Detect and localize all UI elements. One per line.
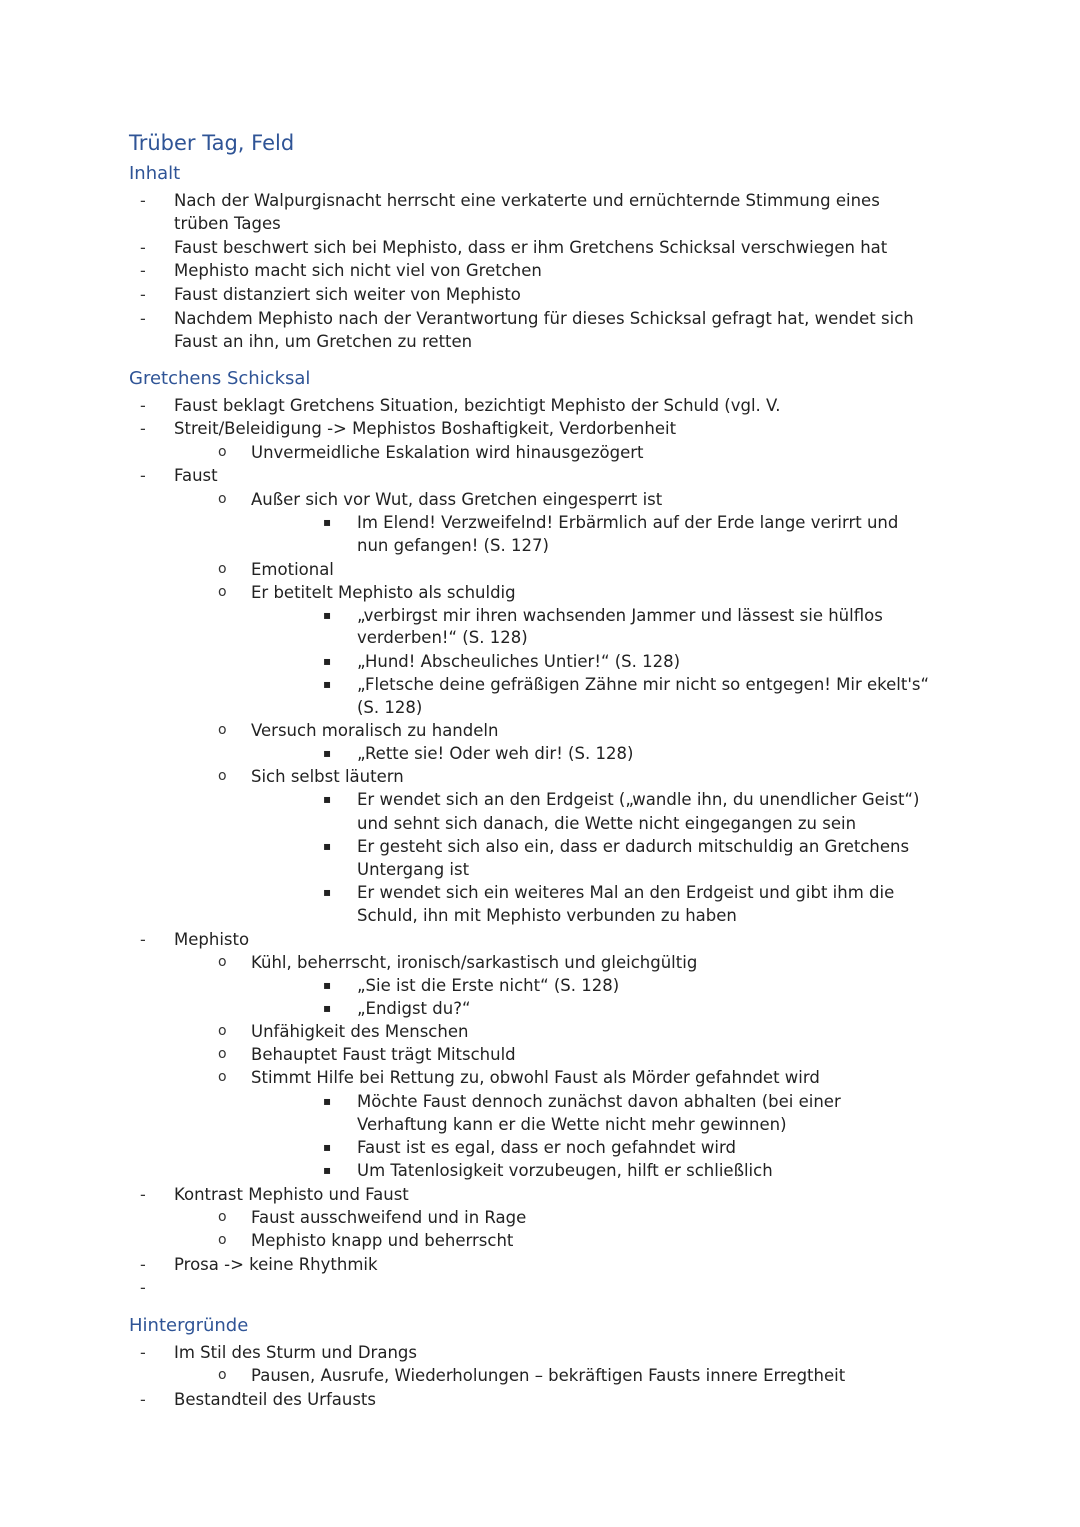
circle-bullet: o — [218, 584, 227, 600]
list-item: (S. 128) — [357, 698, 423, 717]
circle-bullet: o — [218, 768, 227, 784]
square-bullet: ▪ — [323, 839, 332, 853]
list-item: Verhaftung kann er die Wette nicht mehr gewinnen) — [357, 1115, 787, 1134]
circle-bullet: o — [218, 1023, 227, 1039]
list-item: „verbirgst mir ihren wachsenden Jammer und lässest sie hülflos — [357, 606, 883, 625]
list-item: „Rette sie! Oder weh dir! (S. 128) — [357, 744, 634, 763]
list-item: Möchte Faust dennoch zunächst davon abhalten (bei einer — [357, 1092, 841, 1111]
dash-bullet: - — [140, 1343, 146, 1362]
dash-bullet: - — [140, 419, 146, 438]
list-item: Faust — [174, 466, 218, 485]
circle-bullet: o — [218, 444, 227, 460]
circle-bullet: o — [218, 1046, 227, 1062]
dash-bullet: - — [140, 1185, 146, 1204]
list-item: Mephisto knapp und beherrscht — [251, 1231, 514, 1250]
list-item: Streit/Beleidigung -> Mephistos Boshaftigkeit, Verdorbenheit — [174, 419, 677, 438]
list-item: Im Stil des Sturm und Drangs — [174, 1343, 417, 1362]
circle-bullet: o — [218, 491, 227, 507]
list-item: Mephisto — [174, 930, 250, 949]
dash-bullet: - — [140, 191, 146, 210]
square-bullet: ▪ — [323, 654, 332, 668]
list-item: Pausen, Ausrufe, Wiederholungen – bekräftigen Fausts innere Erregtheit — [251, 1366, 846, 1385]
square-bullet: ▪ — [323, 608, 332, 622]
list-item: Versuch moralisch zu handeln — [251, 721, 499, 740]
list-item: Bestandteil des Urfausts — [174, 1390, 376, 1409]
list-item: Behauptet Faust trägt Mitschuld — [251, 1045, 516, 1064]
list-item: Kühl, beherrscht, ironisch/sarkastisch und gleichgültig — [251, 953, 698, 972]
list-item: Mephisto macht sich nicht viel von Gretchen — [174, 261, 542, 280]
list-item: Nach der Walpurgisnacht herrscht eine verkaterte und ernüchternde Stimmung eines — [174, 191, 880, 210]
section-heading-inhalt: Inhalt — [129, 163, 181, 184]
circle-bullet: o — [218, 722, 227, 738]
dash-bullet: - — [140, 1390, 146, 1409]
list-item: „Fletsche deine gefräßigen Zähne mir nicht so entgegen! Mir ekelt's“ — [357, 675, 930, 694]
list-item: Er gesteht sich also ein, dass er dadurch mitschuldig an Gretchens — [357, 837, 910, 856]
list-item: „Endigst du?“ — [357, 999, 471, 1018]
circle-bullet: o — [218, 1209, 227, 1225]
dash-bullet: - — [140, 285, 146, 304]
circle-bullet: o — [218, 1069, 227, 1085]
list-item: und sehnt sich danach, die Wette nicht eingegangen zu sein — [357, 814, 857, 833]
list-item: Im Elend! Verzweifelnd! Erbärmlich auf der Erde lange verirrt und — [357, 513, 899, 532]
circle-bullet: o — [218, 1232, 227, 1248]
square-bullet: ▪ — [323, 746, 332, 760]
list-item: Emotional — [251, 560, 334, 579]
list-item: „Hund! Abscheuliches Untier!“ (S. 128) — [357, 652, 681, 671]
list-item: Unfähigkeit des Menschen — [251, 1022, 469, 1041]
square-bullet: ▪ — [323, 1094, 332, 1108]
list-item: Unvermeidliche Eskalation wird hinausgezögert — [251, 443, 644, 462]
list-item: Er wendet sich ein weiteres Mal an den Erdgeist und gibt ihm die — [357, 883, 895, 902]
list-item: nun gefangen! (S. 127) — [357, 536, 549, 555]
square-bullet: ▪ — [323, 978, 332, 992]
dash-bullet: - — [140, 930, 146, 949]
dash-bullet: - — [140, 261, 146, 280]
list-item: Nachdem Mephisto nach der Verantwortung für dieses Schicksal gefragt hat, wendet sich — [174, 309, 914, 328]
list-item: Faust ist es egal, dass er noch gefahndet wird — [357, 1138, 736, 1157]
square-bullet: ▪ — [323, 792, 332, 806]
dash-bullet: - — [140, 466, 146, 485]
list-item: Um Tatenlosigkeit vorzubeugen, hilft er schließlich — [357, 1161, 773, 1180]
dash-bullet: - — [140, 396, 146, 415]
square-bullet: ▪ — [323, 1140, 332, 1154]
list-item: Faust an ihn, um Gretchen zu retten — [174, 332, 473, 351]
section-heading-gretchens-schicksal: Gretchens Schicksal — [129, 368, 311, 389]
circle-bullet: o — [218, 954, 227, 970]
square-bullet: ▪ — [323, 515, 332, 529]
list-item: Untergang ist — [357, 860, 470, 879]
list-item: Außer sich vor Wut, dass Gretchen eingesperrt ist — [251, 490, 663, 509]
list-item: Er wendet sich an den Erdgeist („wandle ihn, du unendlicher Geist“) — [357, 790, 920, 809]
circle-bullet: o — [218, 1367, 227, 1383]
list-item: Faust distanziert sich weiter von Mephisto — [174, 285, 521, 304]
list-item: „Sie ist die Erste nicht“ (S. 128) — [357, 976, 620, 995]
list-item: Faust ausschweifend und in Rage — [251, 1208, 527, 1227]
circle-bullet: o — [218, 561, 227, 577]
dash-bullet: - — [140, 1278, 146, 1297]
list-item: Er betitelt Mephisto als schuldig — [251, 583, 516, 602]
page-title: Trüber Tag, Feld — [129, 131, 295, 155]
list-item: Stimmt Hilfe bei Rettung zu, obwohl Faust als Mörder gefahndet wird — [251, 1068, 820, 1087]
section-heading-hintergruende: Hintergründe — [129, 1315, 249, 1336]
list-item: Schuld, ihn mit Mephisto verbunden zu haben — [357, 906, 737, 925]
list-item: Sich selbst läutern — [251, 767, 404, 786]
dash-bullet: - — [140, 238, 146, 257]
square-bullet: ▪ — [323, 1163, 332, 1177]
square-bullet: ▪ — [323, 885, 332, 899]
dash-bullet: - — [140, 309, 146, 328]
square-bullet: ▪ — [323, 1001, 332, 1015]
list-item: Prosa -> keine Rhythmik — [174, 1255, 378, 1274]
list-item: Kontrast Mephisto und Faust — [174, 1185, 409, 1204]
dash-bullet: - — [140, 1255, 146, 1274]
list-item: Faust beklagt Gretchens Situation, bezichtigt Mephisto der Schuld (vgl. V. — [174, 396, 781, 415]
list-item: trüben Tages — [174, 214, 281, 233]
list-item: Faust beschwert sich bei Mephisto, dass er ihm Gretchens Schicksal verschwiegen hat — [174, 238, 888, 257]
list-item: verderben!“ (S. 128) — [357, 628, 528, 647]
square-bullet: ▪ — [323, 677, 332, 691]
